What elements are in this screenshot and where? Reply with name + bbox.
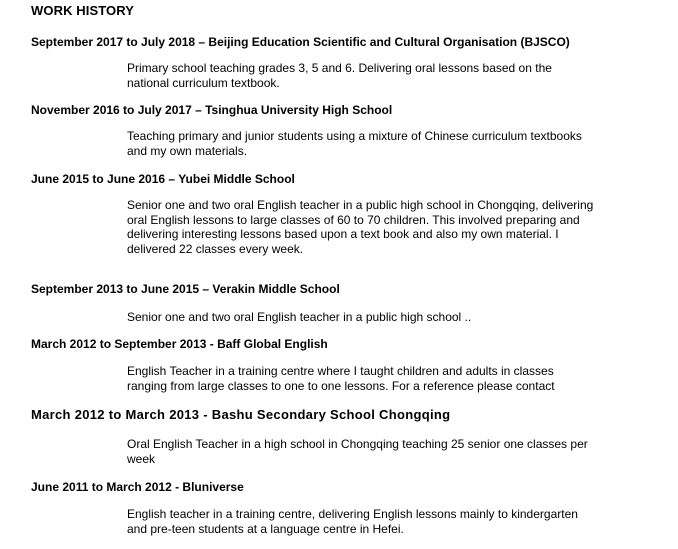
job-description-yubei: Senior one and two oral English teacher in a public high school in Chongqing, delivering oral English lessons to large classes of 60 to 70 children. This involved preparing and delivering interesting lessons based upon a text book and also my own material. I delivered 22 classes every week. — [127, 198, 594, 256]
job-description-tsinghua: Teaching primary and junior students using a mixture of Chinese curriculum textbooks and my own materials. — [127, 129, 582, 158]
job-heading-bluniverse: June 2011 to March 2012 - Bluniverse — [31, 480, 244, 494]
job-heading-baff: March 2012 to September 2013 - Baff Global English — [31, 337, 328, 351]
job-description-baff: English Teacher in a training centre where I taught children and adults in classes ranging from large classes to one to one lessons. For a reference please contact — [127, 364, 555, 393]
job-description-verakin: Senior one and two oral English teacher in a public high school .. — [127, 310, 472, 324]
job-heading-bashu: March 2012 to March 2013 - Bashu Secondary School Chongqing — [31, 407, 451, 422]
section-title: WORK HISTORY — [31, 3, 135, 18]
job-heading-bjsco: September 2017 to July 2018 – Beijing Education Scientific and Cultural Organisation (BJSCO) — [31, 35, 570, 49]
job-heading-verakin: September 2013 to June 2015 – Verakin Middle School — [31, 282, 340, 296]
job-heading-yubei: June 2015 to June 2016 – Yubei Middle School — [31, 172, 295, 186]
job-description-bashu: Oral English Teacher in a high school in Chongqing teaching 25 senior one classes per week — [127, 437, 588, 466]
job-heading-tsinghua: November 2016 to July 2017 – Tsinghua University High School — [31, 103, 393, 117]
job-description-bjsco: Primary school teaching grades 3, 5 and 6. Delivering oral lessons based on the national curriculum textbook. — [127, 61, 552, 90]
job-description-bluniverse: English teacher in a training centre, delivering English lessons mainly to kindergarten and pre-teen students at a language centre in Hefei. — [127, 507, 578, 536]
